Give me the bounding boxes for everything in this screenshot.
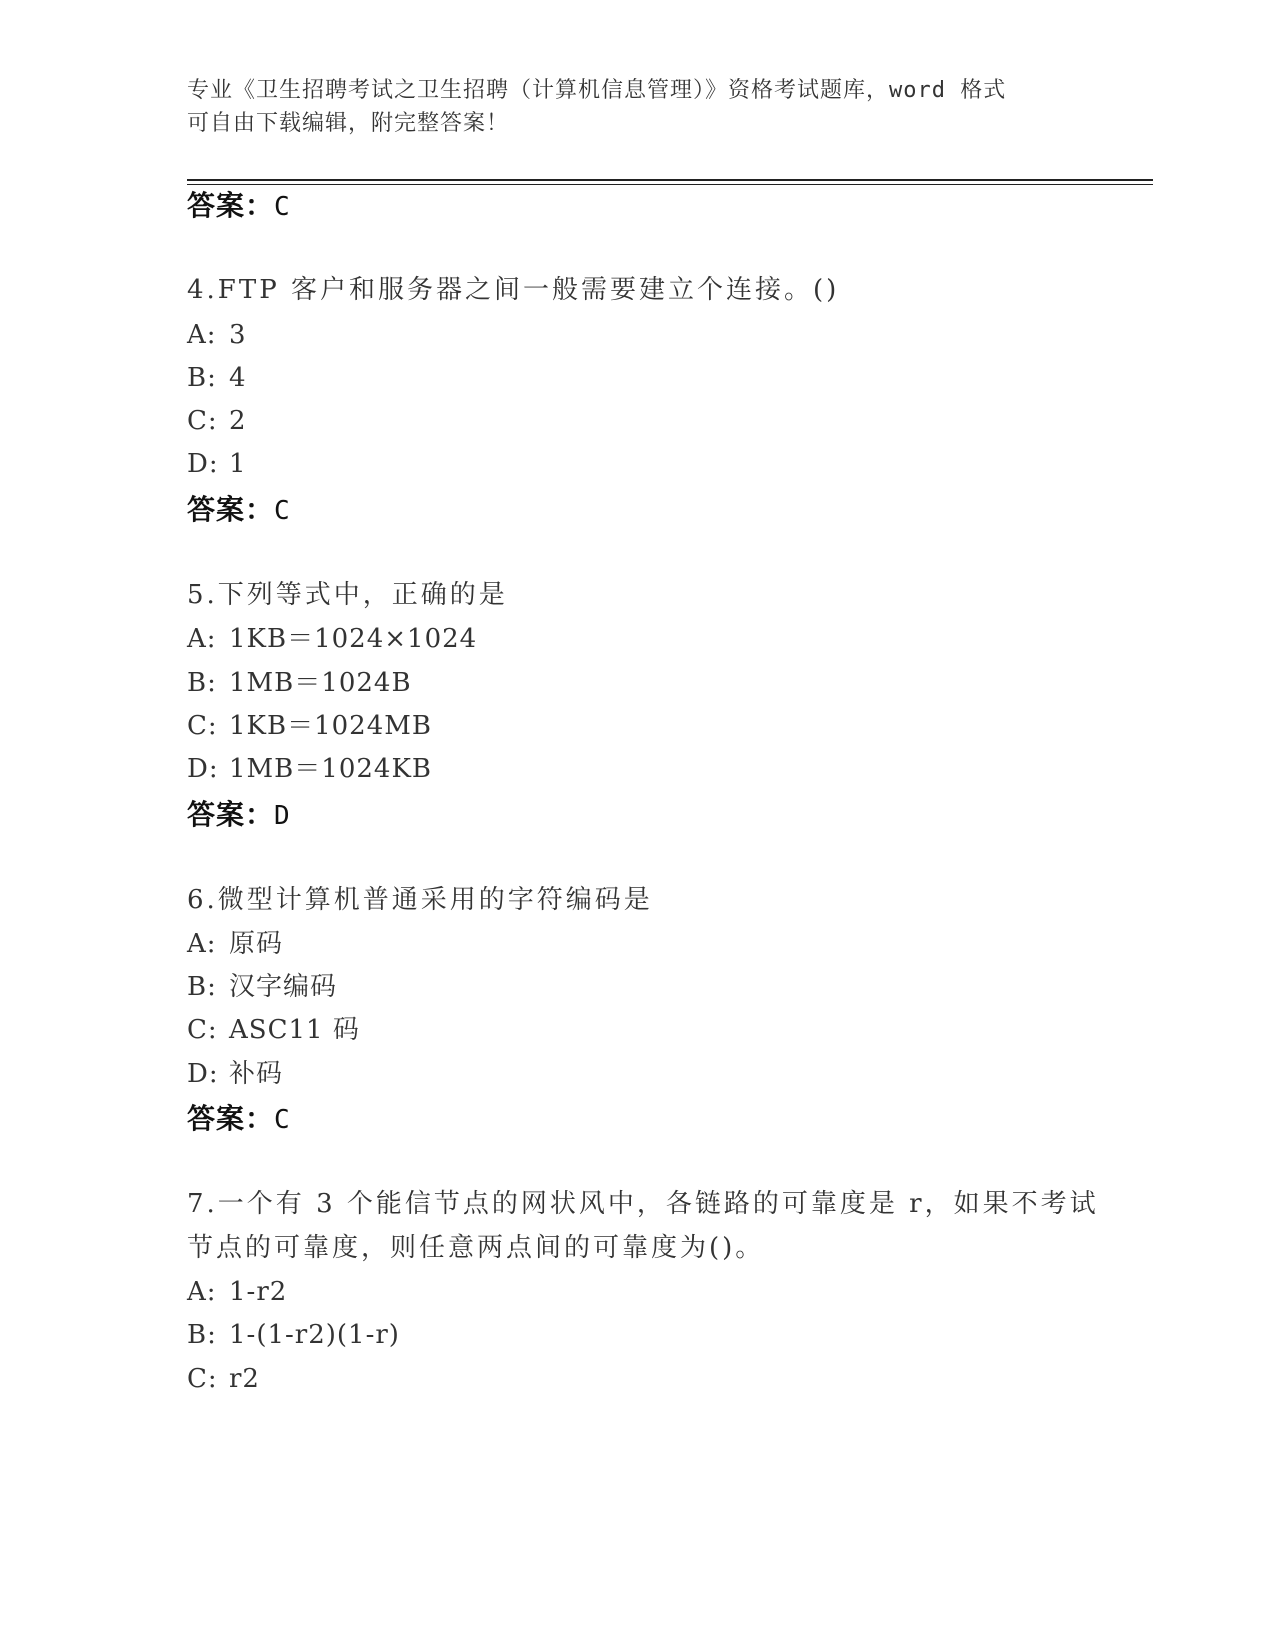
header-line-2: 可自由下载编辑，附完整答案！ — [187, 111, 510, 136]
option-row — [187, 1362, 260, 1396]
option-row — [187, 1057, 283, 1091]
option-label: D: — [187, 449, 219, 479]
answer-label: 答案： — [187, 798, 275, 831]
option-text: 3 — [229, 320, 247, 350]
option-label: A: — [187, 624, 217, 654]
option-text: 1MB＝1024KB — [229, 754, 432, 784]
option-text: 1-r2 — [229, 1277, 288, 1307]
question-text-continued: 节点的可靠度，则任意两点间的可靠度为()。 — [187, 1233, 765, 1263]
question-text: 6.微型计算机普通采用的字符编码是 — [187, 885, 653, 915]
option-text: 1-(1-r2)(1-r) — [229, 1320, 400, 1350]
option-label: B: — [187, 1320, 217, 1350]
option-row — [187, 404, 247, 438]
answer-value: C — [274, 496, 291, 526]
answer-line — [187, 1101, 291, 1138]
option-text: 1KB＝1024MB — [229, 711, 432, 741]
answer-label: 答案： — [187, 189, 275, 222]
option-row — [187, 1013, 360, 1047]
option-text: 补码 — [229, 1059, 284, 1089]
question-text: 7.一个有 3 个能信节点的网状风中，各链路的可靠度是 r，如果不考试 — [187, 1189, 1099, 1219]
option-label: D: — [187, 1059, 219, 1089]
option-label: B: — [187, 363, 217, 393]
option-row — [187, 361, 247, 395]
option-label: A: — [187, 929, 217, 959]
header-rule-thick — [187, 179, 1153, 181]
answer-line — [187, 188, 291, 225]
page-header — [187, 74, 1087, 140]
header-rule-thin — [187, 184, 1153, 185]
option-text: r2 — [229, 1364, 260, 1394]
question-text: 4.FTP 客户和服务器之间一般需要建立个连接。() — [187, 275, 840, 305]
option-label: C: — [187, 711, 218, 741]
option-label: B: — [187, 972, 217, 1002]
option-row — [187, 709, 432, 743]
option-text: 4 — [229, 363, 247, 393]
option-row — [187, 318, 247, 352]
option-label: C: — [187, 1015, 218, 1045]
option-label: C: — [187, 1364, 218, 1394]
option-text: 汉字编码 — [229, 972, 338, 1002]
option-row — [187, 1275, 287, 1309]
answer-line — [187, 492, 291, 529]
option-text: 原码 — [229, 929, 284, 959]
option-text: 1MB＝1024B — [229, 668, 412, 698]
answer-value: C — [274, 1105, 291, 1135]
answer-label: 答案： — [187, 493, 275, 526]
option-label: D: — [187, 754, 219, 784]
header-line-1: 专业《卫生招聘考试之卫生招聘（计算机信息管理）》资格考试题库，word 格式 — [187, 78, 1007, 103]
answer-label: 答案： — [187, 1102, 275, 1135]
option-row — [187, 1318, 400, 1352]
option-label: A: — [187, 1277, 217, 1307]
option-text: 1KB＝1024×1024 — [229, 624, 478, 654]
option-row — [187, 447, 247, 481]
option-label: B: — [187, 668, 217, 698]
answer-line — [187, 797, 291, 834]
option-row — [187, 927, 283, 961]
option-row — [187, 666, 412, 700]
answer-value: C — [274, 192, 291, 222]
option-row — [187, 752, 432, 786]
option-text: ASC11 码 — [229, 1015, 360, 1045]
option-label: A: — [187, 320, 217, 350]
option-row — [187, 970, 337, 1004]
question-text: 5.下列等式中，正确的是 — [187, 580, 508, 610]
option-text: 1 — [229, 449, 247, 479]
option-text: 2 — [229, 406, 247, 436]
option-row — [187, 622, 477, 656]
option-label: C: — [187, 406, 218, 436]
answer-value: D — [274, 801, 291, 831]
